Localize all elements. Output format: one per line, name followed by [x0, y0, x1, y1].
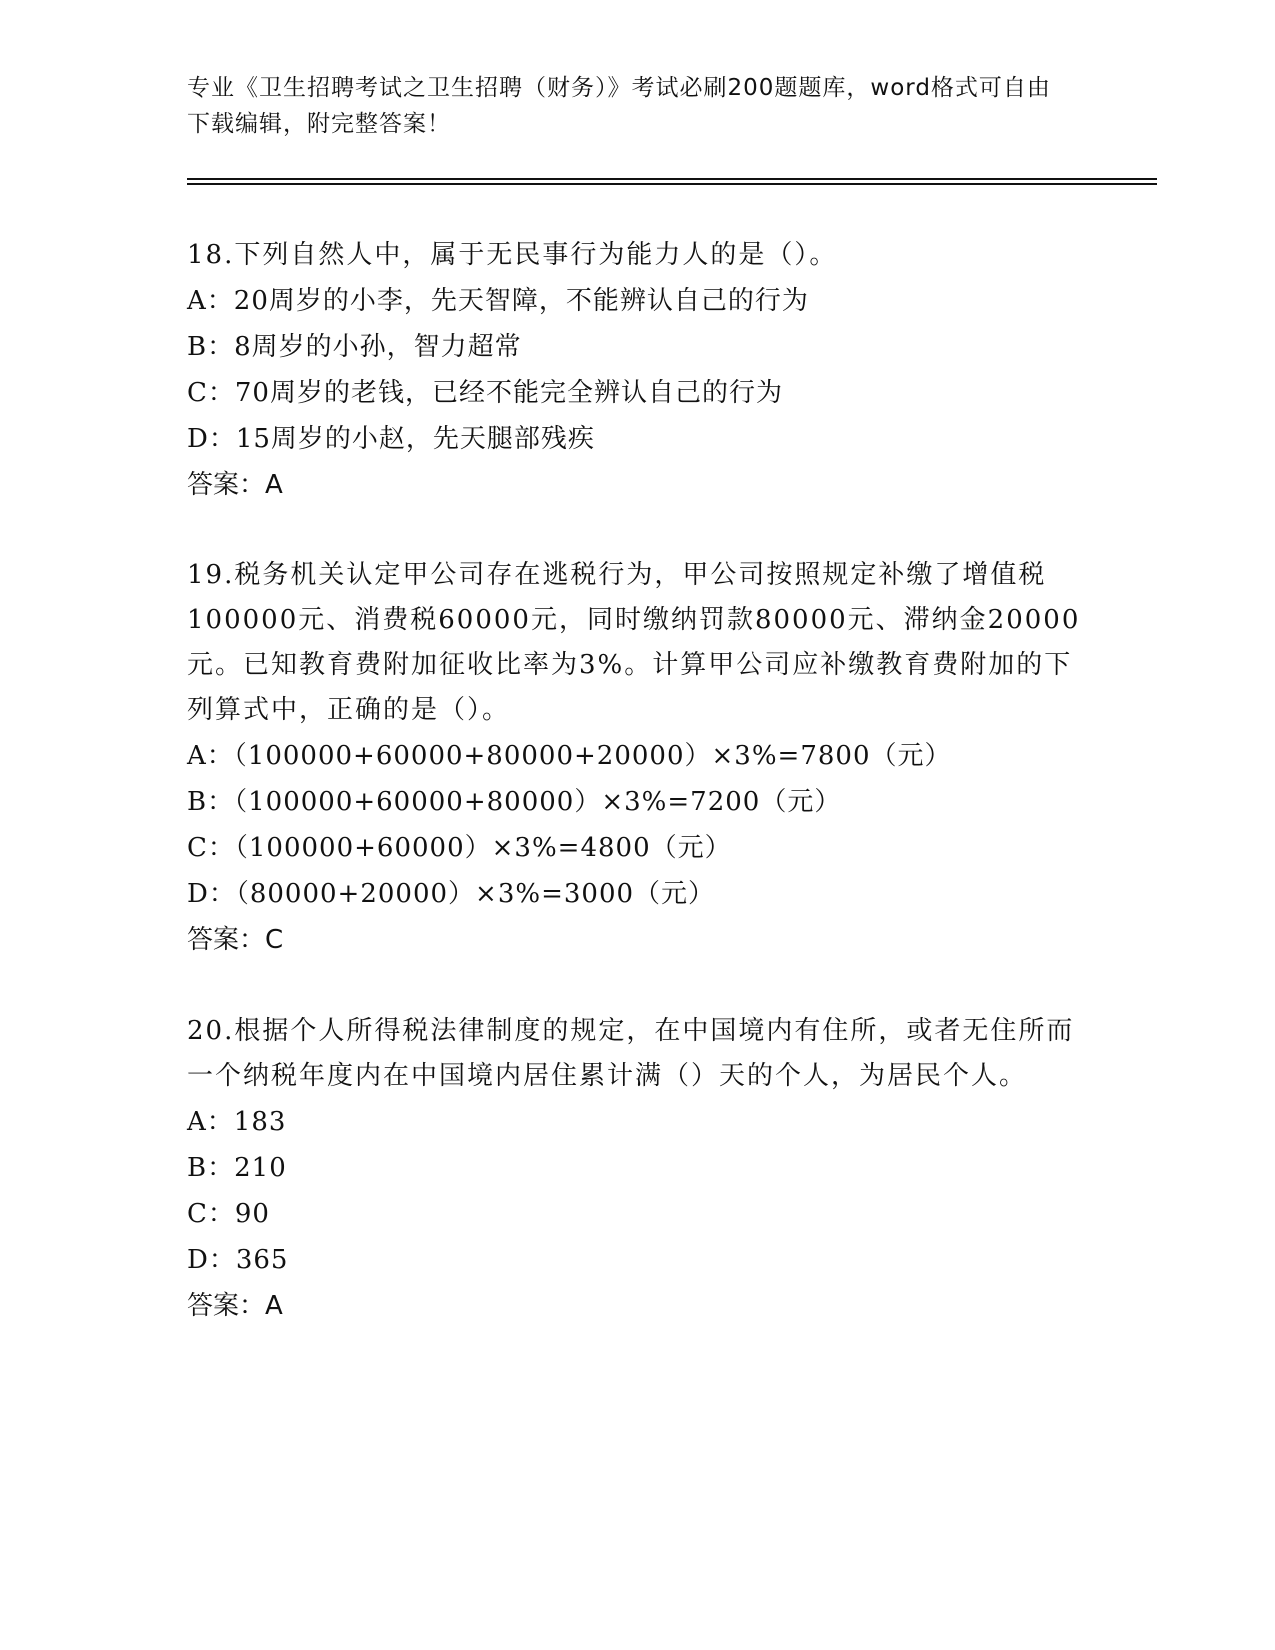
option-a: A：183 — [187, 1107, 287, 1137]
question-stem: 18.下列自然人中，属于无民事行为能力人的是（）。 — [187, 240, 838, 270]
option-d: D：（80000+20000）×3%=3000（元） — [187, 879, 716, 909]
option-c: C：90 — [187, 1199, 270, 1229]
answer: 答案：A — [187, 470, 283, 500]
answer: 答案：C — [187, 925, 284, 955]
question-stem: 19.税务机关认定甲公司存在逃税行为，甲公司按照规定补缴了增值税100000元、消费税60000元，同时缴纳罚款80000元、滞纳金20000元。已知教育费附加征收比率为3%。计算甲公司应补缴教育费附加的下列算式中，正确的是（）。 — [187, 560, 1081, 725]
option-c: C：70周岁的老钱，已经不能完全辨认自己的行为 — [187, 378, 783, 408]
option-a: A：（100000+60000+80000+20000）×3%=7800（元） — [187, 741, 952, 771]
document-header: 专业《卫生招聘考试之卫生招聘（财务）》考试必刷200题题库，word格式可自由下载编辑，附完整答案！ — [187, 75, 1051, 137]
option-b: B：（100000+60000+80000）×3%=7200（元） — [187, 787, 842, 817]
answer: 答案：A — [187, 1291, 283, 1321]
header-divider-top — [187, 178, 1157, 180]
question-stem: 20.根据个人所得税法律制度的规定，在中国境内有住所，或者无住所而一个纳税年度内在中国境内居住累计满（）天的个人，为居民个人。 — [187, 1016, 1075, 1091]
option-a: A：20周岁的小李，先天智障，不能辨认自己的行为 — [187, 286, 809, 316]
option-c: C：（100000+60000）×3%=4800（元） — [187, 833, 732, 863]
question-18 — [187, 233, 1087, 508]
question-20 — [187, 1009, 1087, 1329]
option-b: B：210 — [187, 1153, 287, 1183]
header-divider-bottom — [187, 183, 1157, 185]
option-d: D：15周岁的小赵，先天腿部残疾 — [187, 424, 595, 454]
question-19 — [187, 553, 1087, 963]
option-b: B：8周岁的小孙，智力超常 — [187, 332, 522, 362]
option-d: D：365 — [187, 1245, 289, 1275]
